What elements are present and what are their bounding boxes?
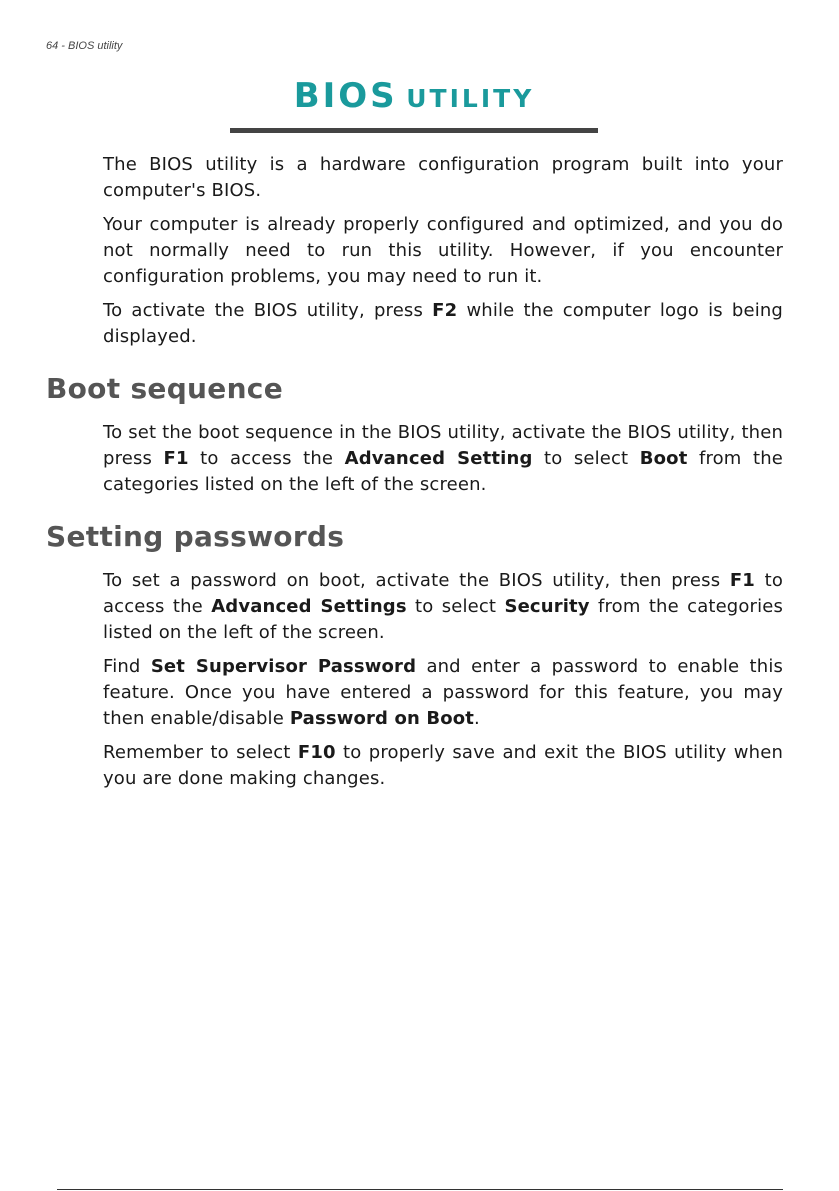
- text-run: from the categories listed on the left of the screen.: [103, 448, 783, 495]
- text-run: and enter a password to enable this feature. Once you have entered a password for this feature, you may then enable/disable: [103, 656, 783, 729]
- key-f2: F2: [432, 300, 458, 321]
- text-run: Find: [103, 656, 151, 677]
- text-run: to properly save and exit the BIOS utility when you are done making changes.: [103, 742, 783, 789]
- passwords-paragraph-1: [103, 568, 783, 646]
- boot-sequence-heading: Boot sequence: [46, 372, 283, 405]
- menu-boot: Boot: [639, 448, 688, 469]
- text-run: from the categories listed on the left of the screen.: [103, 596, 784, 643]
- page-content: [46, 152, 783, 800]
- menu-advanced-setting: Advanced Setting: [344, 448, 533, 469]
- option-set-supervisor-password: Set Supervisor Password: [150, 656, 417, 677]
- text-run: to access the: [103, 570, 783, 617]
- intro-paragraph-3: [103, 298, 783, 350]
- text-run: to select: [532, 448, 640, 469]
- menu-advanced-settings: Advanced Settings: [211, 596, 407, 617]
- option-password-on-boot: Password on Boot: [289, 708, 475, 729]
- text-run: To activate the BIOS utility, press: [103, 300, 433, 321]
- chapter-title-part-1: BIOS: [293, 76, 398, 116]
- setting-passwords-heading: Setting passwords: [46, 520, 345, 553]
- menu-security: Security: [504, 596, 590, 617]
- chapter-title-part-2: UTILITY: [406, 84, 535, 113]
- text-run: To set a password on boot, activate the BIOS utility, then press: [103, 570, 730, 591]
- footer-rule: [57, 1189, 783, 1190]
- text-run: while the computer logo is being displayed.: [103, 300, 783, 347]
- title-underline-rule: [230, 128, 598, 133]
- passwords-paragraph-3: [103, 740, 783, 792]
- key-f1: F1: [163, 448, 189, 469]
- chapter-title: [230, 76, 598, 116]
- text-run: .: [474, 708, 480, 729]
- intro-paragraph-1: The BIOS utility is a hardware configuration program built into your computer's BIOS.: [103, 154, 783, 201]
- key-f1: F1: [729, 570, 755, 591]
- text-run: To set the boot sequence in the BIOS utility, activate the BIOS utility, then press: [103, 422, 783, 469]
- intro-paragraph-2: Your computer is already properly configured and optimized, and you do not normally need to run this utility. However, if you encounter configuration problems, you may need to run it.: [103, 214, 783, 287]
- running-header: 64 - BIOS utility: [46, 40, 123, 52]
- text-run: to select: [406, 596, 505, 617]
- passwords-paragraph-2: [103, 654, 783, 732]
- text-run: Remember to select: [103, 742, 298, 763]
- boot-sequence-paragraph: [103, 420, 783, 498]
- key-f10: F10: [297, 742, 336, 763]
- text-run: to access the: [188, 448, 345, 469]
